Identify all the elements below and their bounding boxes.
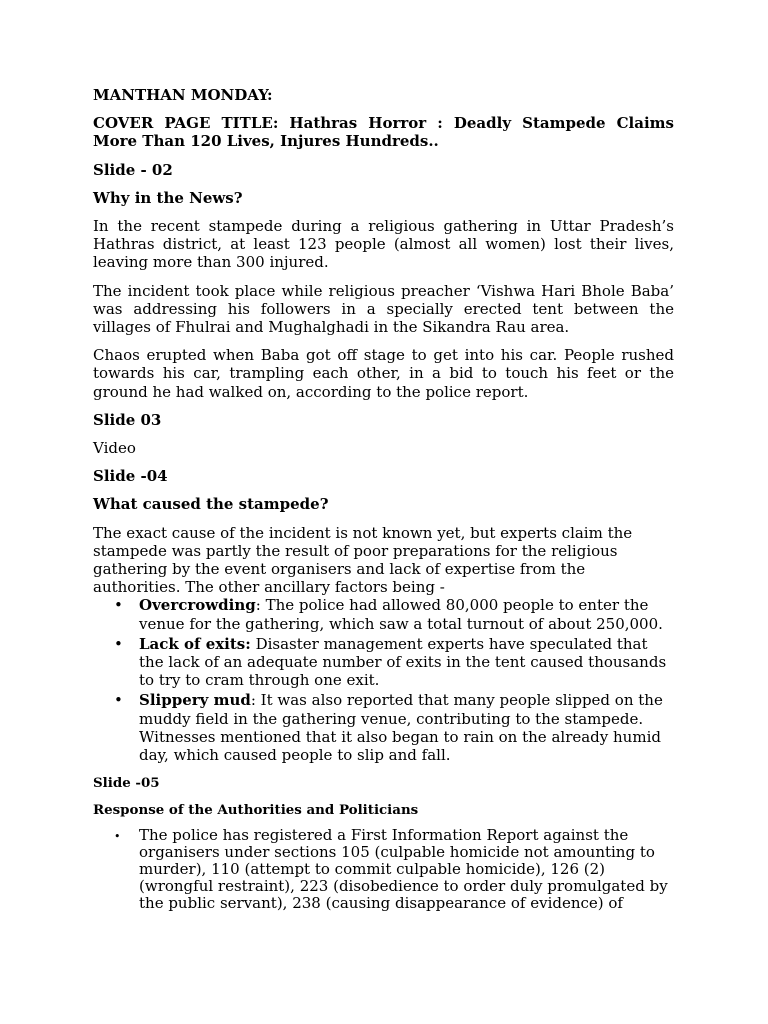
list-item-lack-of-exits <box>93 635 674 690</box>
document-page <box>93 86 674 922</box>
slide-02-paragraph-2: The incident took place while religious preacher ‘Vishwa Hari Bhole Baba’ was addressing his followers in a specially erected tent between the villages of Fhulrai and Mughalghadi in the Sikandra Rau area. <box>93 281 674 337</box>
list-item-fir <box>93 827 674 912</box>
slide-05-title: Response of the Authorities and Politicians <box>93 801 419 818</box>
bullet-text: : It was also reported that many people slipped on the muddy field in the gathering venue, contributing to the stampede. Witnesses mentioned that it also began to rain on the already humid day, which caused people to slip and fall. <box>139 691 663 765</box>
slide-03-label: Slide 03 <box>93 410 162 429</box>
slide-04-intro: The exact cause of the incident is not known yet, but experts claim the stampede was partly the result of poor preparations for the religious gathering by the event organisers and lack of expertise from the authorities. The other ancillary factors being - <box>93 523 633 597</box>
slide-02-paragraph-1: In the recent stampede during a religious gathering in Uttar Pradesh’s Hathras district, at least 123 people (almost all women) lost their lives, leaving more than 300 injured. <box>93 217 674 272</box>
slide-04-title: What caused the stampede? <box>93 495 329 514</box>
slide-03-text: Video <box>93 439 136 458</box>
list-item-slippery-mud <box>93 691 674 764</box>
bullet-text: Disaster management experts have speculated that the lack of an adequate number of exits in the tent caused thousands to try to cram through one exit. <box>139 634 667 690</box>
doc-heading: MANTHAN MONDAY: <box>93 86 273 104</box>
slide-04-label: Slide -04 <box>93 467 168 486</box>
list-item-overcrowding <box>93 596 674 632</box>
bullet-term: Slippery mud <box>139 691 251 710</box>
slide-02-paragraph-3: Chaos erupted when Baba got off stage to get into his car. People rushed towards his car, trampling each other, in a bid to touch his feet or the ground he had walked on, according to the police report. <box>93 346 674 401</box>
bullet-icon: • <box>114 596 123 615</box>
slide-02-label: Slide - 02 <box>93 160 173 179</box>
response-list <box>93 827 674 912</box>
slide-05-label: Slide -05 <box>93 775 160 792</box>
bullet-term: Lack of exits: <box>139 634 251 653</box>
bullet-icon: • <box>114 634 123 653</box>
cover-page-title: COVER PAGE TITLE: Hathras Horror : Deadly Stampede Claims More Than 120 Lives, Injures Hundreds.. <box>93 114 674 151</box>
bullet-icon: • <box>114 829 121 843</box>
causes-list <box>93 596 674 764</box>
bullet-icon: • <box>114 691 123 710</box>
slide-02-title: Why in the News? <box>93 188 243 207</box>
bullet-text: The police has registered a First Information Report against the organisers under sections 105 (culpable homicide not amounting to murder), 110 (attempt to commit culpable homicide), 126 (2) (wrongful restraint), 223 (disobedience to order duly promulgated by the public servant), 238 (causing disappearance of evidence) of <box>139 825 668 912</box>
bullet-text: : The police had allowed 80,000 people to enter the venue for the gathering, which saw a total turnout of about 250,000. <box>139 596 663 633</box>
bullet-term: Overcrowding <box>139 596 256 615</box>
